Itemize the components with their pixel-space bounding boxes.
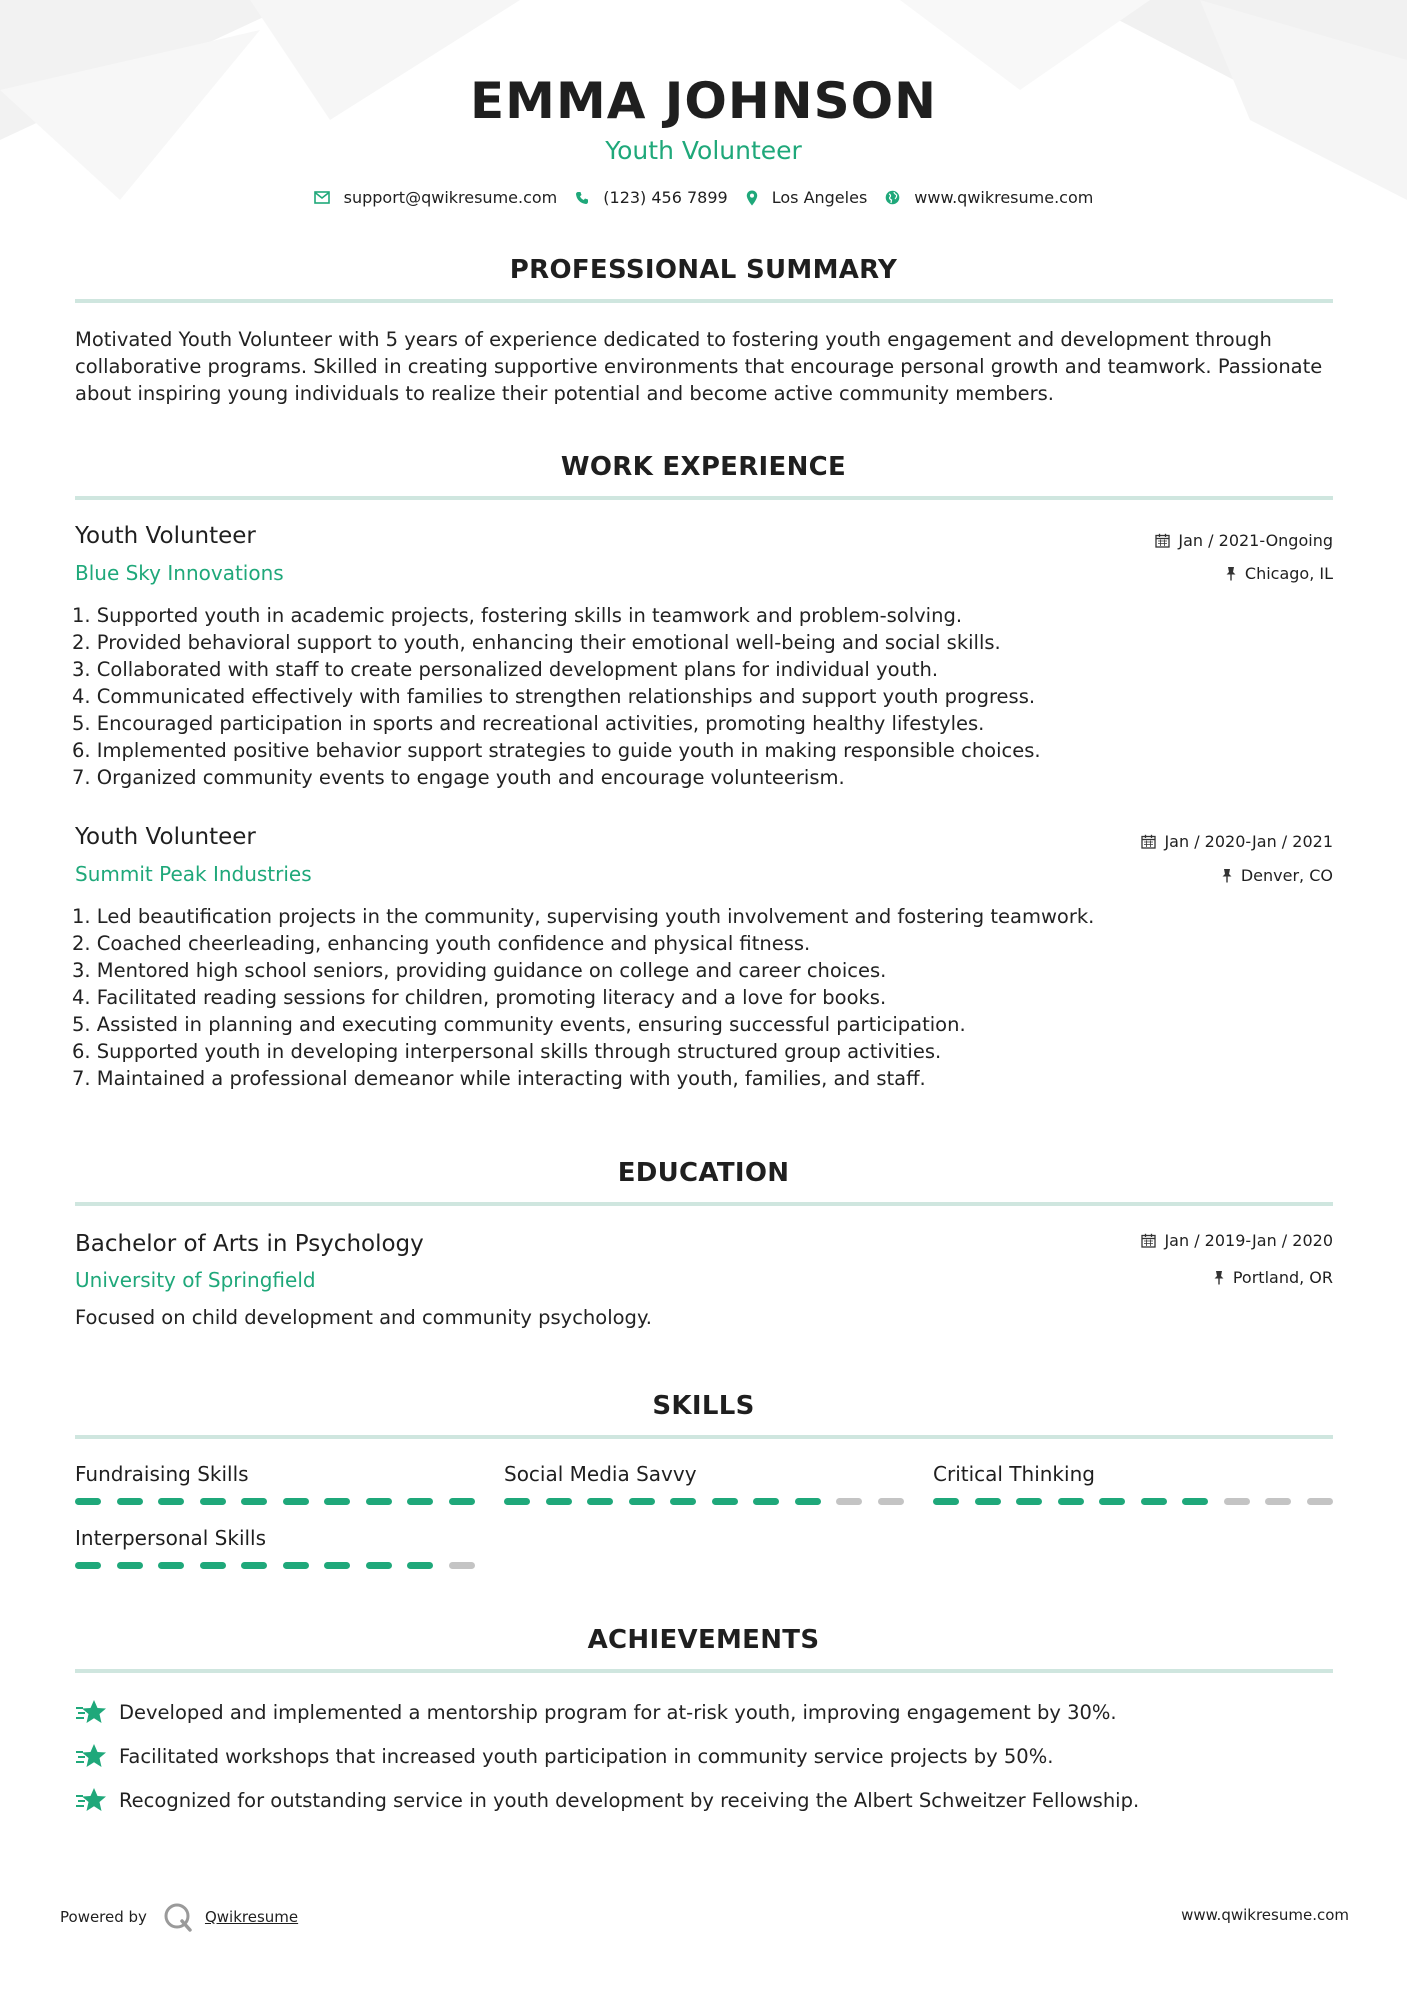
skill-segment-filled — [629, 1498, 655, 1505]
list-item: 3. Mentored high school seniors, providing guidance on college and career choices. — [72, 959, 887, 982]
skill-name: Social Media Savvy — [504, 1462, 697, 1486]
list-item: 2. Provided behavioral support to youth, enhancing their emotional well-being and social skills. — [72, 631, 1001, 654]
contact-phone[interactable] — [575, 188, 727, 207]
skill-segment-filled — [933, 1498, 959, 1505]
skill-segment-empty — [1307, 1498, 1333, 1505]
list-item: 3. Collaborated with staff to create personalized development plans for individual youth. — [72, 658, 939, 681]
company-name: Blue Sky Innovations — [75, 561, 284, 585]
job-title: Youth Volunteer — [75, 523, 256, 549]
skill-segment-filled — [712, 1498, 738, 1505]
skill-segment-filled — [1016, 1498, 1042, 1505]
list-item: 4. Communicated effectively with families to strengthen relationships and support youth progress. — [72, 685, 1036, 708]
skill-segment-filled — [200, 1562, 226, 1569]
list-item: 6. Implemented positive behavior support strategies to guide youth in making responsible choices. — [72, 739, 1041, 762]
skill-segment-empty — [449, 1562, 475, 1569]
education-dates-text: Jan / 2019-Jan / 2020 — [1164, 1231, 1333, 1250]
skill-segment-filled — [366, 1498, 392, 1505]
skill-segment-filled — [407, 1498, 433, 1505]
skill-item — [504, 1462, 904, 1505]
education-location — [1213, 1268, 1333, 1287]
skill-segment-empty — [1224, 1498, 1250, 1505]
achievements-heading: ACHIEVEMENTS — [587, 1625, 820, 1655]
candidate-name: EMMA JOHNSON — [470, 72, 937, 130]
skill-segment-filled — [324, 1498, 350, 1505]
pushpin-icon — [1221, 868, 1233, 883]
job-dates-text: Jan / 2021-Ongoing — [1178, 531, 1333, 550]
achievement-item — [75, 1698, 1117, 1726]
degree-title: Bachelor of Arts in Psychology — [75, 1231, 424, 1257]
star-icon — [75, 1786, 107, 1814]
skill-item — [933, 1462, 1333, 1505]
skills-divider — [75, 1435, 1333, 1439]
skill-segment-filled — [241, 1498, 267, 1505]
list-item: 6. Supported youth in developing interpersonal skills through structured group activities. — [72, 1040, 942, 1063]
list-item: 2. Coached cheerleading, enhancing youth confidence and physical fitness. — [72, 932, 811, 955]
skill-segment-filled — [241, 1562, 267, 1569]
education-location-text: Portland, OR — [1232, 1268, 1333, 1287]
list-item: 7. Organized community events to engage youth and encourage volunteerism. — [72, 766, 845, 789]
skill-segment-filled — [546, 1498, 572, 1505]
achievement-text: Developed and implemented a mentorship program for at-risk youth, improving engagement by 30%. — [119, 1700, 1117, 1724]
skill-segment-filled — [504, 1498, 530, 1505]
skill-segment-empty — [1265, 1498, 1291, 1505]
contact-bar — [0, 188, 1407, 207]
skill-item — [75, 1462, 475, 1505]
map-pin-icon — [746, 190, 758, 206]
job-dates — [1141, 832, 1333, 851]
qwikresume-logo-icon — [163, 1902, 193, 1932]
footer-powered-by — [60, 1902, 298, 1932]
skill-level-bar — [933, 1498, 1333, 1505]
skill-segment-filled — [407, 1562, 433, 1569]
job-title: Youth Volunteer — [75, 824, 256, 850]
job-dates-text: Jan / 2020-Jan / 2021 — [1164, 832, 1333, 851]
skill-segment-filled — [200, 1498, 226, 1505]
contact-website-text: www.qwikresume.com — [914, 188, 1094, 207]
education-divider — [75, 1202, 1333, 1206]
job-location-text: Denver, CO — [1240, 866, 1333, 885]
skill-segment-filled — [795, 1498, 821, 1505]
qwikresume-link[interactable]: Qwikresume — [204, 1908, 299, 1926]
list-item: 5. Assisted in planning and executing community events, ensuring successful participation. — [72, 1013, 966, 1036]
list-item: 7. Maintained a professional demeanor while interacting with youth, families, and staff. — [72, 1067, 926, 1090]
footer-website-link[interactable]: www.qwikresume.com — [1181, 1906, 1349, 1924]
globe-icon — [885, 190, 900, 205]
contact-location-text: Los Angeles — [771, 188, 868, 207]
achievement-item — [75, 1786, 1139, 1814]
skill-segment-filled — [449, 1498, 475, 1505]
contact-email[interactable] — [314, 188, 558, 207]
summary-divider — [75, 299, 1333, 303]
skill-segment-filled — [1141, 1498, 1167, 1505]
powered-by-label: Powered by — [60, 1908, 147, 1926]
calendar-icon — [1141, 834, 1156, 849]
skill-segment-filled — [1058, 1498, 1084, 1505]
summary-heading: PROFESSIONAL SUMMARY — [509, 255, 898, 285]
list-item: 5. Encouraged participation in sports and recreational activities, promoting healthy lifestyles. — [72, 712, 985, 735]
skill-segment-empty — [836, 1498, 862, 1505]
phone-icon — [575, 191, 589, 205]
skill-segment-filled — [117, 1562, 143, 1569]
list-item: 1. Supported youth in academic projects, fostering skills in teamwork and problem-solving. — [72, 604, 963, 627]
skill-segment-filled — [1182, 1498, 1208, 1505]
contact-location — [746, 188, 868, 207]
education-dates — [1141, 1231, 1333, 1250]
skill-segment-filled — [75, 1498, 101, 1505]
job-bullets — [72, 903, 1094, 1092]
skill-level-bar — [75, 1562, 475, 1569]
company-name: Summit Peak Industries — [75, 862, 312, 886]
envelope-icon — [314, 191, 330, 204]
summary-text: Motivated Youth Volunteer with 5 years of experience dedicated to fostering youth engagement and development through collaborative programs. Skilled in creating supportive environments that encourage personal growth and teamwork. Passionate about inspiring young individuals to realize their potential and become active community members. — [75, 328, 1323, 405]
education-heading: EDUCATION — [617, 1158, 790, 1188]
skill-segment-filled — [753, 1498, 779, 1505]
skill-name: Critical Thinking — [933, 1462, 1095, 1486]
experience-divider — [75, 496, 1333, 500]
job-location — [1225, 564, 1333, 583]
skill-segment-filled — [1099, 1498, 1125, 1505]
calendar-icon — [1155, 533, 1170, 548]
achievement-text: Recognized for outstanding service in youth development by receiving the Albert Schweitzer Fellowship. — [119, 1788, 1140, 1812]
achievements-divider — [75, 1669, 1333, 1673]
contact-website[interactable] — [885, 188, 1093, 207]
achievement-item — [75, 1742, 1053, 1770]
skill-level-bar — [75, 1498, 475, 1505]
pushpin-icon — [1225, 566, 1237, 581]
job-location-text: Chicago, IL — [1244, 564, 1333, 583]
education-description: Focused on child development and community psychology. — [75, 1306, 652, 1329]
skill-segment-filled — [158, 1498, 184, 1505]
skill-segment-filled — [366, 1562, 392, 1569]
list-item: 1. Led beautification projects in the community, supervising youth involvement and fostering teamwork. — [72, 905, 1095, 928]
job-bullets — [72, 602, 1041, 791]
star-icon — [75, 1742, 107, 1770]
experience-heading: WORK EXPERIENCE — [560, 452, 847, 482]
job-location — [1221, 866, 1333, 885]
contact-email-text: support@qwikresume.com — [343, 188, 558, 207]
skill-segment-filled — [324, 1562, 350, 1569]
pushpin-icon — [1213, 1270, 1225, 1285]
skill-segment-filled — [75, 1562, 101, 1569]
skill-segment-filled — [158, 1562, 184, 1569]
skills-heading: SKILLS — [652, 1391, 755, 1421]
candidate-role: Youth Volunteer — [605, 136, 802, 165]
skill-segment-filled — [117, 1498, 143, 1505]
achievement-text: Facilitated workshops that increased youth participation in community service projects by 50%. — [119, 1744, 1054, 1768]
skill-segment-empty — [878, 1498, 904, 1505]
skill-segment-filled — [975, 1498, 1001, 1505]
skill-item — [75, 1526, 475, 1569]
skill-level-bar — [504, 1498, 904, 1505]
list-item: 4. Facilitated reading sessions for children, promoting literacy and a love for books. — [72, 986, 887, 1009]
skill-name: Interpersonal Skills — [75, 1526, 267, 1550]
star-icon — [75, 1698, 107, 1726]
skill-segment-filled — [283, 1498, 309, 1505]
skill-segment-filled — [587, 1498, 613, 1505]
skill-segment-filled — [283, 1562, 309, 1569]
skill-segment-filled — [670, 1498, 696, 1505]
job-dates — [1155, 531, 1333, 550]
contact-phone-text: (123) 456 7899 — [603, 188, 728, 207]
skill-name: Fundraising Skills — [75, 1462, 249, 1486]
school-name: University of Springfield — [75, 1268, 316, 1292]
calendar-icon — [1141, 1233, 1156, 1248]
